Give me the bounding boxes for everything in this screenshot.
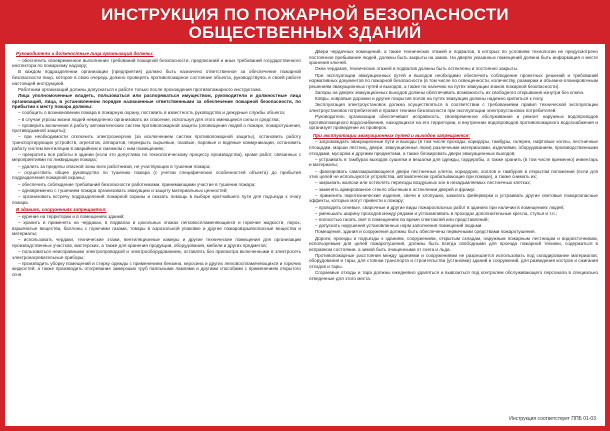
section-heading-prohibited: В зданиях, сооружениях запрещается: <box>16 207 107 213</box>
section-heading-managers: Руководители и должностные лица организаций должны: <box>16 51 154 56</box>
left-paragraphs-a <box>12 58 301 93</box>
bold-paragraph-responsible: Лица уполномоченные владеть, пользоваться или распоряжаться имуществом, руководители и должностные лица организаций, лица, в установленном порядке назначенные ответственными за обеспечение пожарной безопасности, по прибытии к месту пожара должны: <box>12 92 301 110</box>
paragraph: Руководитель организации обеспечивает исправность, своевременное обслуживание и ремонт наружных водопроводов противопожарного водоснабжения, находящихся на его территории, и внутренних водопроводов противопожарного водоснабжения и организует проведение их проверок. <box>309 114 598 131</box>
paragraph: Дороги, проезды и подъезды к зданиям, сооружениям, открытым складам, наружным пожарным лестницам и водоисточникам, используемым для целей пожаротушения, должны быть всегда свободными для проезда пожарной техники, содержаться в исправном состоянии, а зимой быть очищенными от снега и льда. <box>309 235 598 252</box>
footer-note: Инструкция соответствует ППБ 01-03 <box>509 416 596 422</box>
paragraph: – прекратить все работы в здании (если это допустимо по технологическому процессу производства), кроме работ, связанных с мероприятиями по ликвидации пожара; <box>12 151 301 163</box>
paragraph: – заменять армированное стекло обычным в остеклении дверей и фрамуг. <box>315 186 476 192</box>
text-columns <box>12 49 598 413</box>
paragraph: – организовать встречу подразделений пожарной охраны и оказать помощь в выборе кратчайшего пути для подъезда к очагу пожара. <box>12 193 301 205</box>
content-panel <box>5 44 605 426</box>
paragraph: При эксплуатации эвакуационных путей и выходов необходимо обеспечить соблюдение проектных решений и требований нормативных документов по пожарной безопасности (в том числе по освещенности, количеству, размерам и объемно-планировочным решениям эвакуационных путей и выходов, а также по наличию на путях эвакуации знаков пожарной безопасности). <box>309 72 598 89</box>
paragraph: – при необходимости отключить электроэнергию (за исключением систем противопожарной защиты), остановить работу транспортирующих устройств, агрегатов, аппаратов, перекрыть сырьевые, газовые, паровые и водяные коммуникации, остановить работу систем вентиляции в аварийном и смежном с ним помещениях; <box>12 134 301 151</box>
paragraph: – обеспечить соблюдение требований безопасности работниками, принимающими участие в тушении пожара; <box>18 181 256 187</box>
paragraph: – проверить включение в работу автоматических систем противопожарной защиты (оповещения людей о пожаре, пожаротушения, противодымной защиты); <box>12 122 301 134</box>
title-line-1: ИНСТРУКЦИЯ ПО ПОЖАРНОЙ БЕЗОПАСНОСТИ <box>101 5 509 24</box>
paragraph: – одновременно с тушением пожара организовать эвакуацию и защиту материальных ценностей; <box>18 187 228 193</box>
title-line-2: ОБЩЕСТВЕННЫХ ЗДАНИЙ <box>188 23 422 42</box>
right-column <box>309 49 598 413</box>
left-paragraphs-b <box>12 110 301 205</box>
paragraph: Окна чердаков, технических этажей и подвалов должны быть остеклены и постоянно закрыты. <box>315 66 519 72</box>
paragraph: – обеспечить своевременное выполнение требований пожарной безопасности, предписаний и иных требований государственного инспектора по пожарному надзору; <box>12 57 301 69</box>
paragraph: – курение на территории и в помещениях зданий; <box>18 213 125 219</box>
paragraph: Эксплуатация электроустановок должна осуществляться в соответствии с требованиями правил технической эксплуатации электроустановок потребителей и правил техники безопасности при эксплуатации электроустановок потребителей. <box>309 102 598 113</box>
poster-title <box>5 4 605 44</box>
left-paragraphs-c <box>12 214 301 278</box>
paragraph: – сообщить о возникновении пожара в пожарную охрану, поставить в известность руководство и дежурные службы объекта; <box>18 110 286 116</box>
paragraph: Запоры на дверях эвакуационных выходов должны обеспечивать возможность их свободного открывания изнутри без ключа. <box>315 89 585 95</box>
paragraph: – осуществить общее руководство по тушению пожара (с учетом специфических особенностей объекта) до прибытия подразделения пожарной охраны; <box>12 169 301 181</box>
paragraph: Ковры, ковровые дорожки и другие покрытия полов на путях эвакуации должны надежно крепиться к полу. <box>315 96 544 102</box>
right-paragraphs-a <box>309 49 598 131</box>
section-heading-evacuation: При эксплуатации эвакуационных путей и выходов запрещается: <box>313 132 471 138</box>
paragraph: Сгораемые отходы и тара должны ежедневно удаляться и вывозиться под контролем обслуживающего персонала в специально отведенные для этого места. <box>309 270 598 281</box>
paragraph: – производить уборку помещений и стирку одежды с применением бензина, керосина и других легковоспламеняющихся и горючих жидкостей, а также производить отогревание замерзших труб паяльными лампами и другими способами с применением открытого огня. <box>12 260 301 278</box>
paragraph: – хранить и применять на чердаках, в подвалах и цокольных этажах легковоспламеняющиеся и горючие жидкости, порох, взрывчатые вещества, баллоны с горючими газами, товары в аэрозольной упаковке и другие пожаровзрывоопасные вещества и материалы; <box>12 219 301 237</box>
left-column <box>12 49 301 413</box>
paragraph: – закрывать жалюзи или остеклять переходы воздушных зон в незадымляемых лестничных клетках; <box>315 180 531 186</box>
paragraph: – в случае угрозы жизни людей немедленно организовать их спасение, используя для этого имеющиеся силы и средства; <box>18 116 280 122</box>
paragraph: – допускать нарушения установленных норм заполнения помещений людьми. <box>315 223 483 229</box>
paragraph: В каждом подразделении организации (предприятия) должно быть назначено ответственное за обеспечение пожарной безопасности лицо, которое в свою очередь должно проверять противопожарное состояние объекта, руководствуясь в своей работе настоящей инструкцией. <box>12 69 301 86</box>
paragraph: – устраивать в тамбурах выходов сушилки и вешалки для одежды, гардеробы, а также хранить (в том числе временно) инвентарь и материалы; <box>309 156 598 168</box>
paragraph: – удалить за пределы опасной зоны всех работников, не участвующих в тушении пожара; <box>18 163 211 169</box>
paragraph: – применять пиротехнические изделия, свечи и хлопушки, зажигать фейерверки и устраивать другие световые пожароопасные эффекты, которые могут привести к пожару; <box>309 192 598 204</box>
paragraph: – проводить огневые, сварочные и другие виды пожароопасных работ в зданиях при наличии в помещениях людей; <box>315 204 565 210</box>
paragraph: – использовать чердаки, технические этажи, вентиляционные камеры и другие технические помещения для организации производственных участков, мастерских, а также для хранения продукции, оборудования, мебели и других предметов; <box>12 237 301 248</box>
paragraph: Двери чердачных помещений, а также технических этажей и подвалов, в которых по условиям технологии не предусмотрено постоянное пребывание людей, должны быть закрыты на замок. На дверях указанных помещений должна быть информация о месте хранения ключей. <box>309 49 598 66</box>
paragraph: Работники организаций должны допускаться к работе только после прохождения противопожарного инструктажа. <box>18 86 262 92</box>
paragraph: Противопожарные расстояния между зданиями и сооружениями не разрешается использовать под складирование материалов, оборудования и тары, для стоянки транспорта и строительства (установки) зданий и сооружений, для разведения костров и сжигания отходов и тары. <box>309 252 598 270</box>
paragraph: – полностью гасить свет в помещениях во время спектаклей или представлений; <box>315 216 489 222</box>
right-paragraphs-b <box>309 139 598 281</box>
paragraph: Помещения, здания и сооружения должны быть обеспечены первичными средствами пожаротушения. <box>315 229 536 235</box>
paragraph: – фиксировать самозакрывающиеся двери лестничных клеток, коридоров, холлов и тамбуров в открытом положении (если для этих целей не используются устройства, автоматически срабатывающие при пожаре), а также снимать их; <box>309 168 598 180</box>
paragraph: – уменьшать ширину проходов между рядами и устанавливать в проходах дополнительные кресла, стулья и т.п.; <box>315 210 558 216</box>
paragraph: – загромождать эвакуационные пути и выходы (в том числе проходы, коридоры, тамбуры, галереи, лифтовые холлы, лестничные площадки, марши лестниц, двери, эвакуационные люки) различными материалами, изделиями, оборудованием, производственными отходами, мусором и другими предметами, а также блокировать двери эвакуационных выходов; <box>309 139 598 156</box>
paragraph: – пользоваться неисправными электропроводкой и электрооборудованием, оставлять без присмотра включенными в электросеть электронагревательные приборы; <box>12 249 301 260</box>
